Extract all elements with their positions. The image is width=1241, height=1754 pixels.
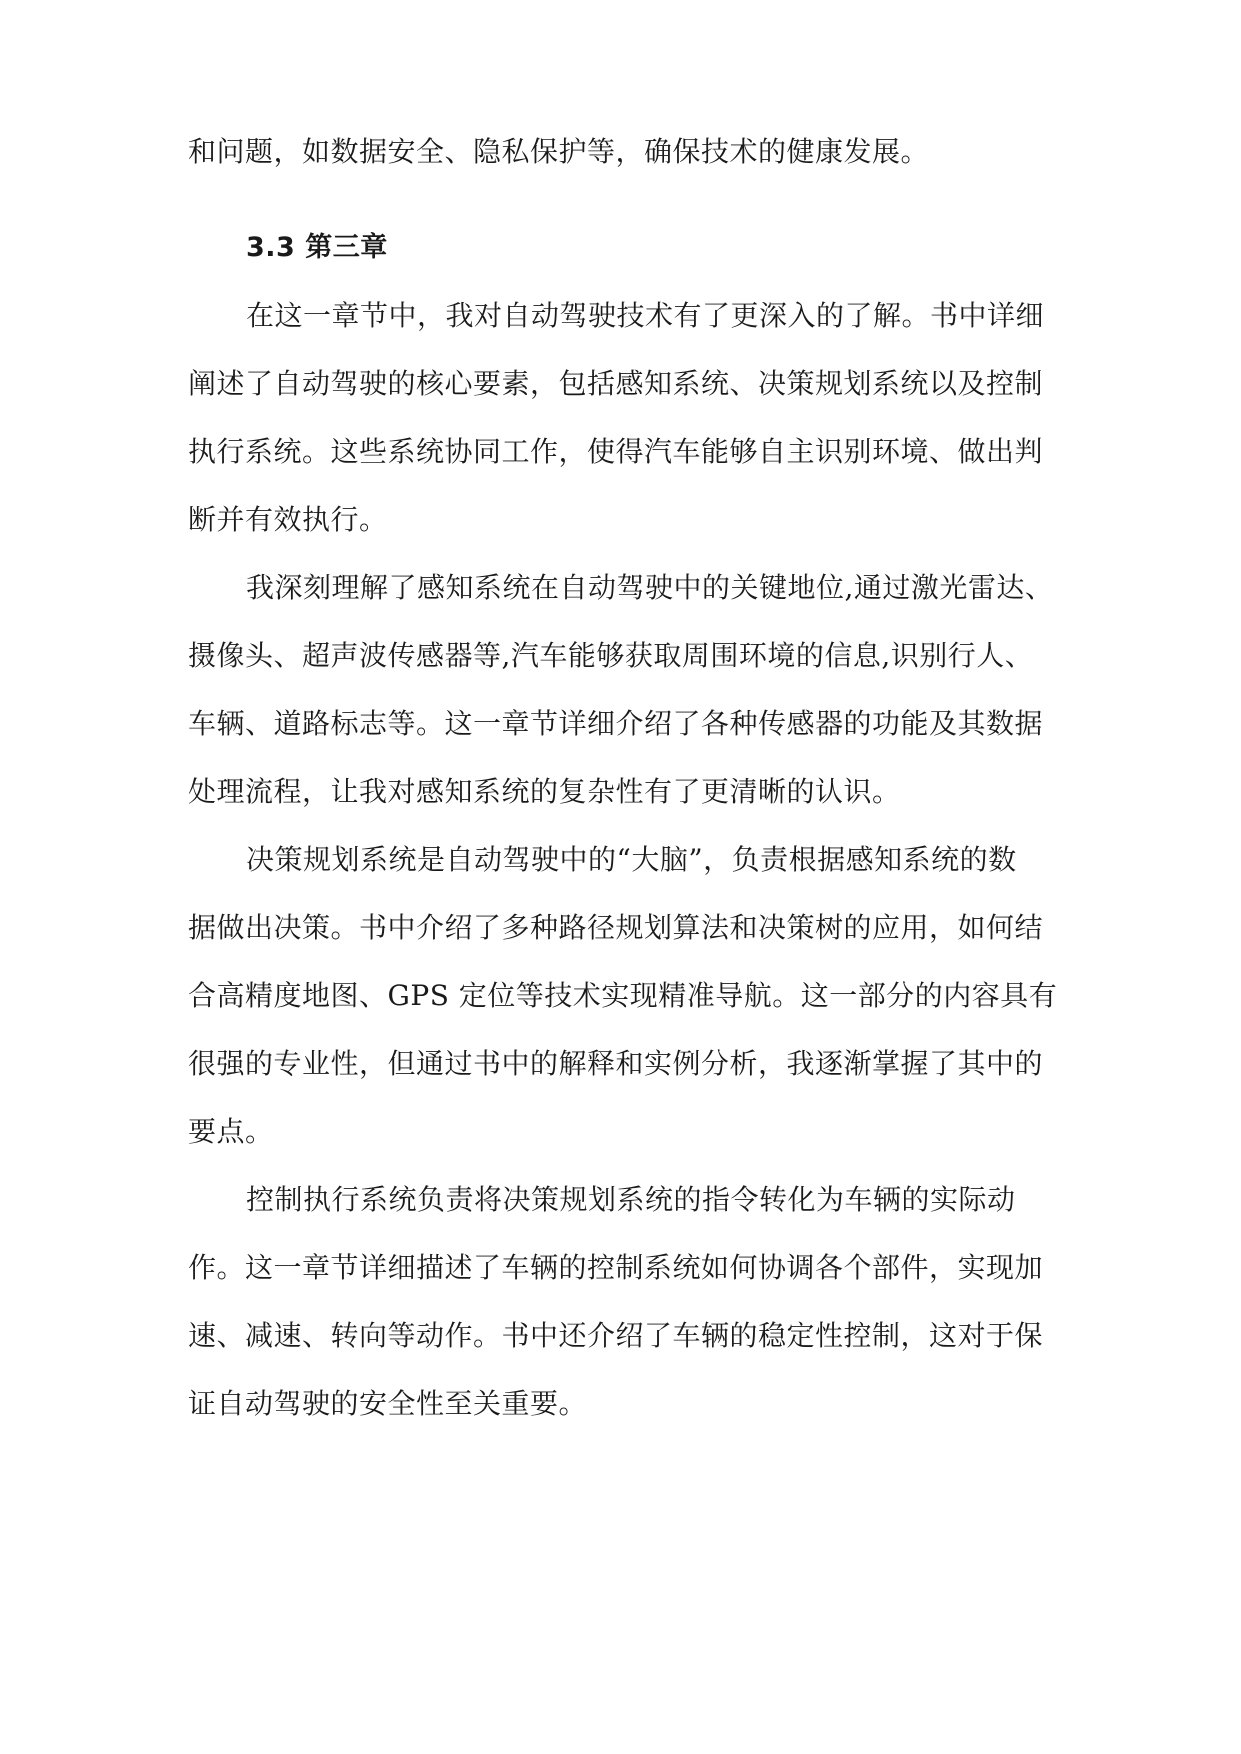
paragraph-first-line: 在这一章节中，我对自动驾驶技术有了更深入的了解。书中详细 <box>246 299 1045 332</box>
paragraph-first-line: 我深刻理解了感知系统在自动驾驶中的关键地位,通过激光雷达、 <box>246 571 1054 604</box>
text-line: 摄像头、超声波传感器等,汽车能够获取周围环境的信息,识别行人、 <box>188 639 1034 672</box>
text-line: 作。这一章节详细描述了车辆的控制系统如何协调各个部件，实现加 <box>188 1251 1044 1284</box>
paragraph-first-line: 控制执行系统负责将决策规划系统的指令转化为车辆的实际动 <box>246 1183 1016 1216</box>
paragraph-first-line: 决策规划系统是自动驾驶中的“大脑”，负责根据感知系统的数 <box>246 843 1017 876</box>
text-line: 速、减速、转向等动作。书中还介绍了车辆的稳定性控制，这对于保 <box>188 1319 1044 1352</box>
text-line: 断并有效执行。 <box>188 503 388 536</box>
text-line: 阐述了自动驾驶的核心要素，包括感知系统、决策规划系统以及控制 <box>188 367 1044 400</box>
text-line: 据做出决策。书中介绍了多种路径规划算法和决策树的应用，如何结 <box>188 911 1044 944</box>
text-line: 处理流程，让我对感知系统的复杂性有了更清晰的认识。 <box>188 775 901 808</box>
section-heading <box>246 228 388 268</box>
text-line: 要点。 <box>188 1115 274 1148</box>
text-line: 证自动驾驶的安全性至关重要。 <box>188 1387 588 1420</box>
text-line: 车辆、道路标志等。这一章节详细介绍了各种传感器的功能及其数据 <box>188 707 1044 740</box>
text-line: 和问题，如数据安全、隐私保护等，确保技术的健康发展。 <box>188 135 930 168</box>
text-line: 执行系统。这些系统协同工作，使得汽车能够自主识别环境、做出判 <box>188 435 1044 468</box>
section-title: 第三章 <box>305 232 388 263</box>
text-line: 合高精度地图、GPS 定位等技术实现精准导航。这一部分的内容具有 <box>188 979 1058 1012</box>
section-number: 3.3 <box>246 232 296 263</box>
text-line: 很强的专业性，但通过书中的解释和实例分析，我逐渐掌握了其中的 <box>188 1047 1044 1080</box>
